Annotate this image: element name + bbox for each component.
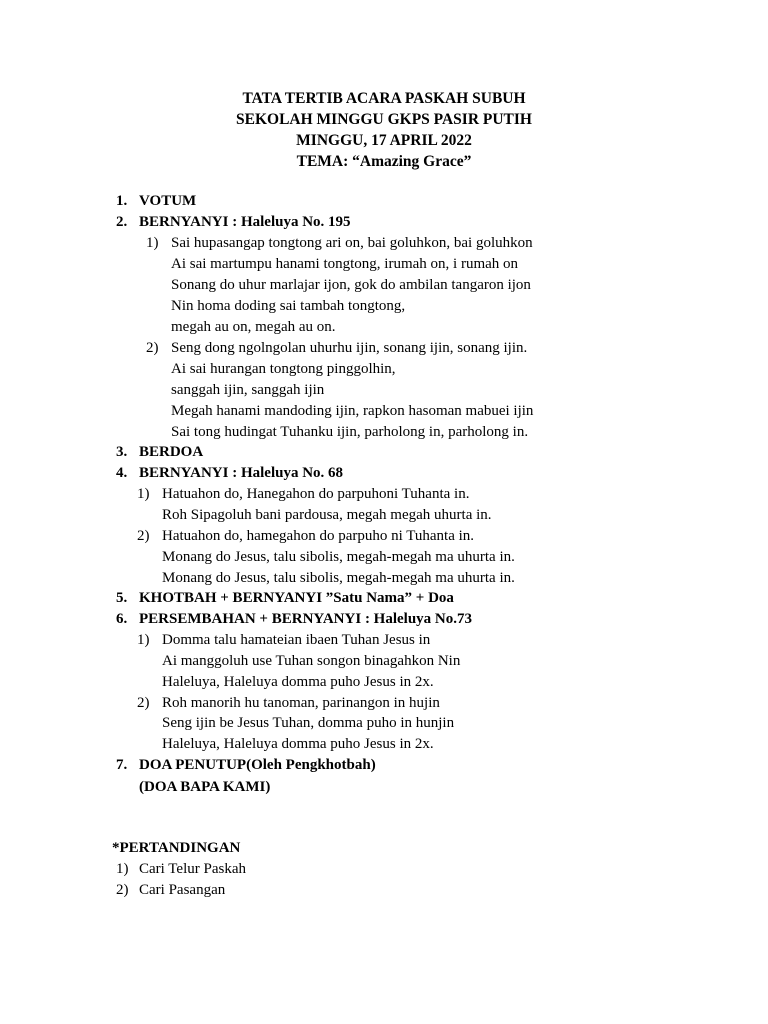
competition-title: *PERTANDINGAN: [112, 840, 241, 856]
item-2-verse-2-line: Seng dong ngolngolan uhurhu ijin, sonang ijin, sonang ijin.: [171, 340, 528, 356]
item-2-verse-1-line: megah au on, megah au on.: [171, 319, 336, 335]
competition-1-number: 1): [116, 861, 129, 877]
competition-2-number: 2): [116, 882, 129, 898]
item-4-number: 4.: [116, 465, 128, 481]
item-6-verse-2-line: Seng ijin be Jesus Tuhan, domma puho in hunjin: [162, 715, 455, 731]
header-title: TATA TERTIB ACARA PASKAH SUBUH: [242, 90, 526, 107]
header-theme: TEMA: “Amazing Grace”: [296, 153, 472, 170]
item-2-verse-2-number: 2): [146, 340, 159, 356]
item-2-verse-1-number: 1): [146, 235, 159, 251]
item-4-verse-1-number: 1): [137, 486, 150, 502]
item-4-verse-2-line: Monang do Jesus, talu sibolis, megah-megah ma uhurta in.: [162, 570, 515, 586]
item-6-verse-1-line: Domma talu hamateian ibaen Tuhan Jesus in: [162, 632, 431, 648]
item-6-verse-1-number: 1): [137, 632, 150, 648]
item-2-number: 2.: [116, 214, 128, 230]
item-4-verse-1-line: Hatuahon do, Hanegahon do parpuhoni Tuhanta in.: [162, 486, 470, 502]
document-header: [0, 88, 768, 172]
item-6-number: 6.: [116, 611, 128, 627]
item-2-verse-2-line: Ai sai hurangan tongtong pinggolhin,: [171, 361, 396, 377]
item-5-number: 5.: [116, 590, 128, 606]
item-3-title: BERDOA: [139, 444, 204, 460]
item-4-verse-2-line: Monang do Jesus, talu sibolis, megah-megah ma uhurta in.: [162, 549, 515, 565]
item-7-title: DOA PENUTUP(Oleh Pengkhotbah): [139, 757, 376, 773]
header-organization: SEKOLAH MINGGU GKPS PASIR PUTIH: [236, 111, 532, 128]
item-3-number: 3.: [116, 444, 128, 460]
item-2-title: BERNYANYI : Haleluya No. 195: [139, 214, 351, 230]
item-5-title: KHOTBAH + BERNYANYI ”Satu Nama” + Doa: [139, 590, 454, 606]
item-6-title: PERSEMBAHAN + BERNYANYI : Haleluya No.73: [139, 611, 473, 627]
item-7-number: 7.: [116, 757, 128, 773]
item-2-verse-1-line: Nin homa doding sai tambah tongtong,: [171, 298, 406, 314]
item-2-verse-2-line: sanggah ijin, sanggah ijin: [171, 382, 325, 398]
item-2-verse-2-line: Megah hanami mandoding ijin, rapkon hasoman mabuei ijin: [171, 403, 534, 419]
item-7-subtitle: (DOA BAPA KAMI): [139, 779, 271, 795]
item-1-number: 1.: [116, 193, 128, 209]
item-6-verse-2-line: Roh manorih hu tanoman, parinangon in hujin: [162, 695, 440, 711]
item-6-verse-1-line: Haleluya, Haleluya domma puho Jesus in 2x.: [162, 674, 434, 690]
item-6-verse-2-line: Haleluya, Haleluya domma puho Jesus in 2x.: [162, 736, 434, 752]
item-4-verse-1-line: Roh Sipagoluh bani pardousa, megah megah uhurta in.: [162, 507, 492, 523]
header-date: MINGGU, 17 APRIL 2022: [296, 132, 472, 149]
item-4-verse-2-number: 2): [137, 528, 150, 544]
competition-1-text: Cari Telur Paskah: [139, 861, 246, 877]
item-2-verse-2-line: Sai tong hudingat Tuhanku ijin, parholong in, parholong in.: [171, 424, 529, 440]
item-4-verse-2-line: Hatuahon do, hamegahon do parpuho ni Tuhanta in.: [162, 528, 475, 544]
item-1-title: VOTUM: [139, 193, 197, 209]
item-2-verse-1-line: Ai sai martumpu hanami tongtong, irumah on, i rumah on: [171, 256, 519, 272]
item-2-verse-1-line: Sonang do uhur marlajar ijon, gok do ambilan tangaron ijon: [171, 277, 531, 293]
item-6-verse-2-number: 2): [137, 695, 150, 711]
competition-2-text: Cari Pasangan: [139, 882, 226, 898]
item-2-verse-1-line: Sai hupasangap tongtong ari on, bai goluhkon, bai goluhkon: [171, 235, 533, 251]
item-4-title: BERNYANYI : Haleluya No. 68: [139, 465, 344, 481]
item-6-verse-1-line: Ai manggoluh use Tuhan songon binagahkon Nin: [162, 653, 461, 669]
